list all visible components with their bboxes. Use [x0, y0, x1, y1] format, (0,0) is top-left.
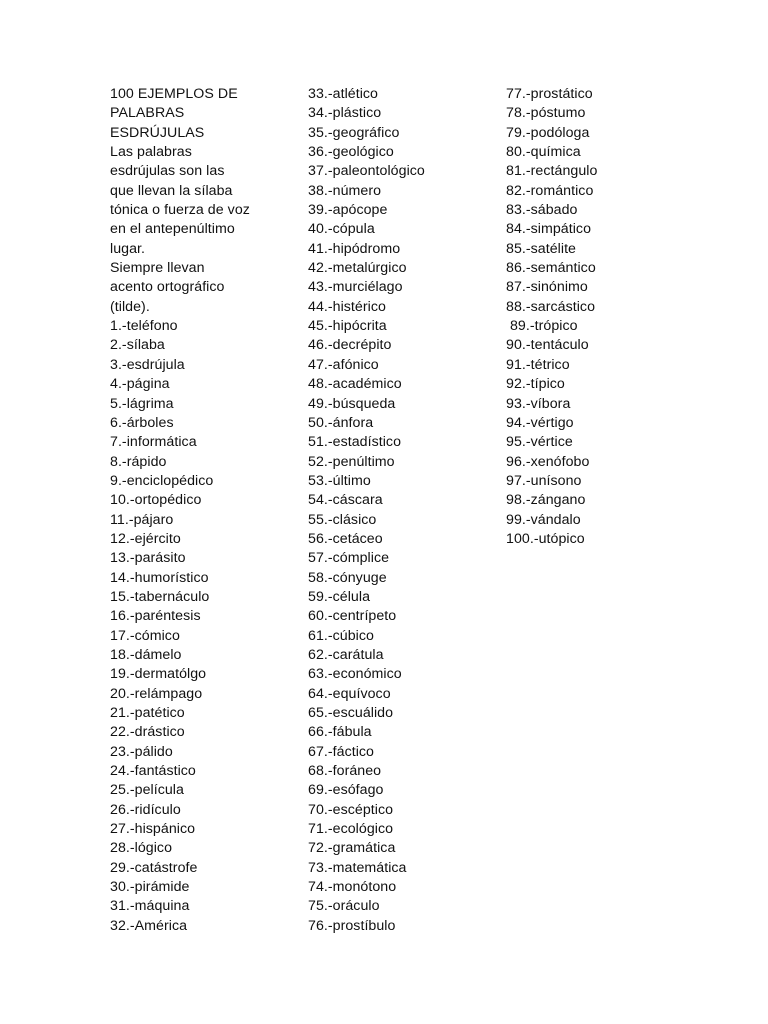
text-line: 86.-semántico	[506, 260, 596, 277]
text-line: 23.-pálido	[110, 743, 173, 760]
text-line: 14.-humorístico	[110, 569, 209, 586]
text-line: 12.-ejército	[110, 530, 181, 547]
text-line: 30.-pirámide	[110, 879, 190, 896]
text-line: 77.-prostático	[506, 86, 593, 102]
text-line: 3.-esdrújula	[110, 356, 185, 373]
text-line: esdrújulas son las	[110, 163, 225, 180]
text-line: 57.-cómplice	[308, 550, 390, 567]
text-line: 55.-clásico	[308, 511, 377, 528]
text-line: acento ortográfico	[110, 279, 225, 296]
text-line: 100.-utópico	[506, 530, 585, 547]
text-line: en el antepenúltimo	[110, 221, 235, 238]
text-line: 38.-número	[308, 182, 382, 199]
text-line: 26.-ridículo	[110, 801, 181, 818]
text-line: 25.-película	[110, 782, 184, 799]
text-line: 20.-relámpago	[110, 685, 203, 702]
text-line: 75.-oráculo	[308, 898, 380, 915]
text-line: 95.-vértice	[506, 434, 573, 451]
text-line: 81.-rectángulo	[506, 163, 598, 180]
text-line: 98.-zángano	[506, 492, 586, 509]
text-line: 8.-rápido	[110, 453, 167, 470]
text-line: 89.-trópico	[506, 318, 578, 335]
text-line: 21.-patético	[110, 705, 185, 721]
text-line: 79.-podóloga	[506, 124, 590, 141]
text-line: 46.-decrépito	[308, 337, 392, 354]
text-line: 9.-enciclopédico	[110, 472, 214, 489]
text-line: 70.-escéptico	[308, 801, 394, 818]
text-line: Las palabras	[110, 144, 192, 161]
text-line: 40.-cópula	[308, 221, 375, 238]
text-line: 91.-tétrico	[506, 356, 570, 373]
text-line: 24.-fantástico	[110, 763, 196, 780]
word-list-column-3	[506, 85, 686, 549]
text-line: 54.-cáscara	[308, 492, 383, 509]
text-line: 88.-sarcástico	[506, 298, 596, 315]
text-line: 73.-matemática	[308, 859, 407, 876]
text-line: 71.-ecológico	[308, 821, 394, 838]
text-line: 44.-histérico	[308, 298, 386, 315]
text-line: 1.-teléfono	[110, 318, 178, 335]
text-line: 27.-hispánico	[110, 821, 196, 838]
text-line: 97.-unísono	[506, 472, 582, 489]
text-line: 22.-drástico	[110, 724, 185, 741]
text-line: 47.-afónico	[308, 356, 379, 373]
text-line: 83.-sábado	[506, 202, 578, 219]
text-line: 61.-cúbico	[308, 627, 374, 644]
text-line: 50.-ánfora	[308, 414, 374, 431]
text-line: 35.-geográfico	[308, 124, 400, 141]
text-line: 4.-página	[110, 376, 170, 393]
text-line: 13.-parásito	[110, 550, 186, 567]
text-line: 82.-romántico	[506, 182, 594, 199]
text-line: 5.-lágrima	[110, 395, 174, 412]
text-line: 28.-lógico	[110, 840, 173, 857]
text-column-1	[110, 85, 280, 936]
text-line: 18.-dámelo	[110, 646, 182, 663]
text-line: 41.-hipódromo	[308, 240, 401, 257]
text-line: 100 EJEMPLOS DE	[110, 86, 238, 102]
text-line: 48.-académico	[308, 376, 402, 393]
text-line: 63.-económico	[308, 666, 402, 683]
text-line: lugar.	[110, 240, 146, 257]
text-line: 10.-ortopédico	[110, 492, 202, 509]
text-line: 19.-dermatólgo	[110, 666, 207, 683]
text-line: 16.-paréntesis	[110, 608, 201, 625]
text-line: que llevan la sílaba	[110, 182, 233, 199]
text-line: 17.-cómico	[110, 627, 180, 644]
text-line: 42.-metalúrgico	[308, 260, 407, 277]
text-line: 85.-satélite	[506, 240, 576, 257]
text-line: 99.-vándalo	[506, 511, 581, 528]
text-line: 84.-simpático	[506, 221, 592, 238]
text-line: 49.-búsqueda	[308, 395, 396, 412]
text-line: 7.-informática	[110, 434, 197, 451]
text-line: 45.-hipócrita	[308, 318, 387, 335]
text-line: 31.-máquina	[110, 898, 190, 915]
text-line: 36.-geológico	[308, 144, 394, 161]
text-line: 51.-estadístico	[308, 434, 402, 451]
text-line: Siempre llevan	[110, 260, 205, 277]
text-line: 74.-monótono	[308, 879, 397, 896]
text-line: 56.-cetáceo	[308, 530, 383, 547]
text-line: 39.-apócope	[308, 202, 388, 219]
text-line: PALABRAS	[110, 105, 185, 122]
text-line: 90.-tentáculo	[506, 337, 589, 354]
text-line: 2.-sílaba	[110, 337, 165, 354]
text-line: (tilde).	[110, 298, 150, 315]
text-line: 33.-atlético	[308, 86, 378, 102]
text-line: 52.-penúltimo	[308, 453, 395, 470]
text-line: 80.-química	[506, 144, 581, 161]
text-line: 93.-víbora	[506, 395, 571, 412]
text-line: 58.-cónyuge	[308, 569, 387, 586]
text-line: 29.-catástrofe	[110, 859, 198, 876]
text-line: 43.-murciélago	[308, 279, 403, 296]
text-line: 15.-tabernáculo	[110, 588, 210, 605]
text-line: 96.-xenófobo	[506, 453, 590, 470]
text-line: 32.-América	[110, 917, 188, 934]
text-line: 92.-típico	[506, 376, 565, 393]
word-list-column-2	[308, 85, 488, 936]
text-line: 64.-equívoco	[308, 685, 391, 702]
text-line: 65.-escuálido	[308, 705, 394, 721]
text-line: 78.-póstumo	[506, 105, 586, 122]
text-line: 68.-foráneo	[308, 763, 382, 780]
text-line: 67.-fáctico	[308, 743, 375, 760]
text-line: 94.-vértigo	[506, 414, 574, 431]
text-line: 59.-célula	[308, 588, 371, 605]
text-line: tónica o fuerza de voz	[110, 202, 250, 219]
text-line: 60.-centrípeto	[308, 608, 397, 625]
text-line: 11.-pájaro	[110, 511, 174, 528]
text-line: 87.-sinónimo	[506, 279, 588, 296]
text-line: 6.-árboles	[110, 414, 174, 431]
text-line: ESDRÚJULAS	[110, 124, 205, 141]
text-line: 76.-prostíbulo	[308, 917, 396, 934]
text-line: 69.-esófago	[308, 782, 384, 799]
text-line: 34.-plástico	[308, 105, 382, 122]
text-line: 62.-carátula	[308, 646, 384, 663]
text-line: 72.-gramática	[308, 840, 396, 857]
text-line: 37.-paleontológico	[308, 163, 425, 180]
text-line: 53.-último	[308, 472, 371, 489]
text-line: 66.-fábula	[308, 724, 372, 741]
